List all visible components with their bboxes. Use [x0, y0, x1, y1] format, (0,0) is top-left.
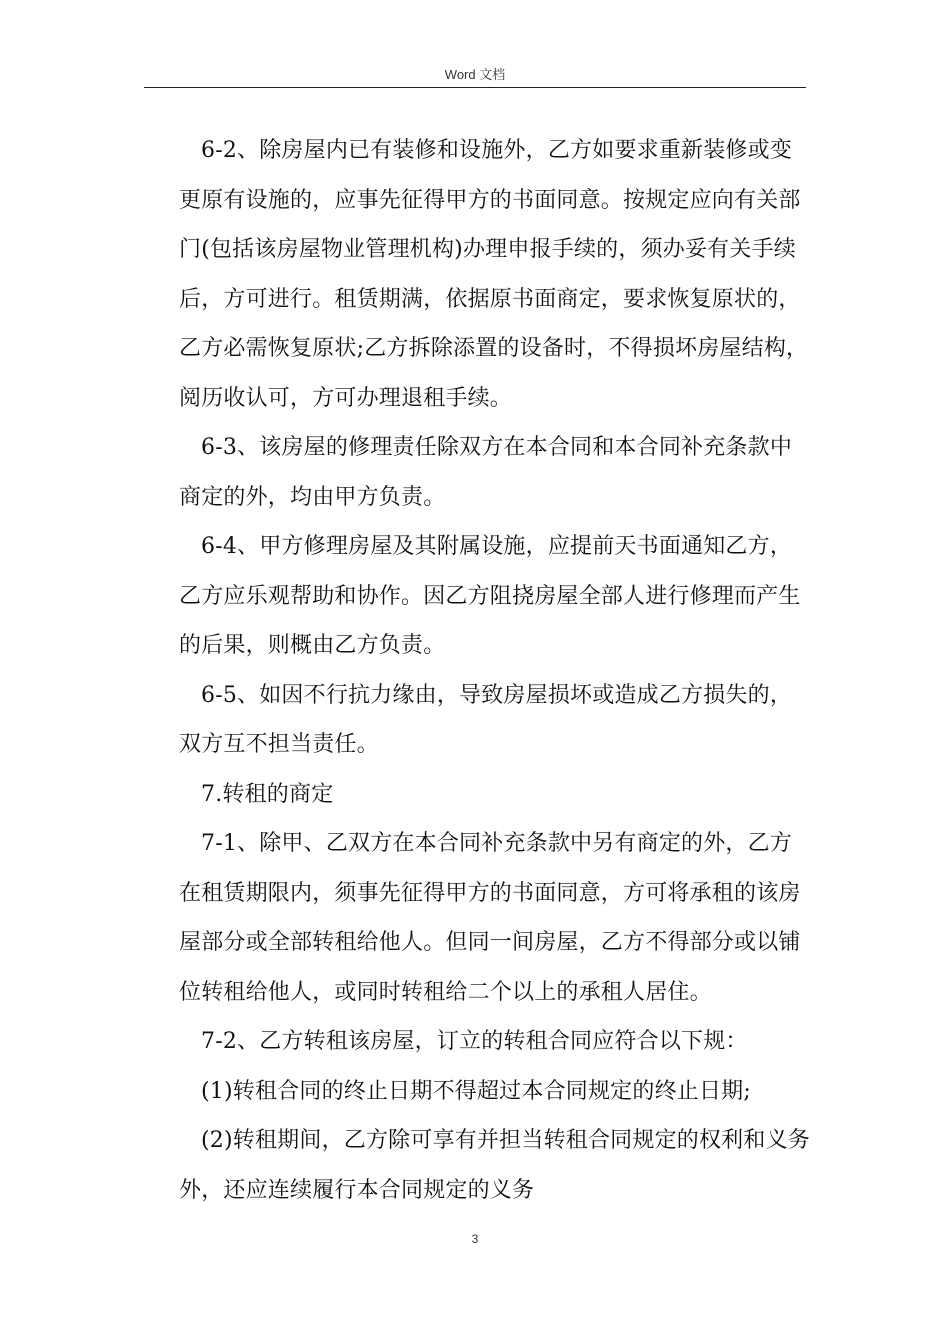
text-line: 6-4、甲方修理房屋及其附属设施，应提前天书面通知乙方，: [201, 534, 793, 559]
text-line: 屋部分或全部转租给他人。但同一间房屋，乙方不得部分或以铺: [179, 930, 801, 955]
text-line: 乙方必需恢复原状;乙方拆除添置的设备时，不得损坏房屋结构，: [179, 336, 809, 361]
text-line: 商定的外，均由甲方负责。: [179, 484, 446, 510]
document-body: [179, 126, 809, 1215]
text-line: 7-1、除甲、乙双方在本合同补充条款中另有商定的外，乙方: [201, 831, 793, 856]
text-line: 6-3、该房屋的修理责任除双方在本合同和本合同补充条款中: [201, 435, 793, 460]
page-header: Word 文档: [444, 67, 506, 82]
text-line: 双方互不担当责任。: [179, 732, 379, 757]
text-line: 门(包括该房屋物业管理机构)办理申报手续的，须办妥有关手续: [179, 237, 796, 262]
text-line: 7.转租的商定: [201, 781, 334, 807]
text-line: 阅历收认可，方可办理退租手续。: [179, 385, 513, 411]
header-divider: [144, 87, 806, 88]
text-line: 更原有设施的，应事先征得甲方的书面同意。按规定应向有关部: [179, 187, 801, 213]
text-line: 6-5、如因不行抗力缘由，导致房屋损坏或造成乙方损失的，: [201, 682, 793, 708]
text-line: 7-2、乙方转租该房屋，订立的转租合同应符合以下规：: [201, 1029, 748, 1054]
text-line: (2)转租期间，乙方除可享有并担当转租合同规定的权利和义务: [201, 1128, 810, 1153]
text-line: 的后果，则概由乙方负责。: [179, 633, 446, 658]
text-line: 位转租给他人，或同时转租给二个以上的承租人居住。: [179, 979, 712, 1005]
page-number: 3: [471, 1232, 479, 1246]
text-line: (1)转租合同的终止日期不得超过本合同规定的终止日期;: [201, 1078, 751, 1104]
text-line: 外，还应连续履行本合同规定的义务: [179, 1177, 535, 1203]
text-line: 6-2、除房屋内已有装修和设施外，乙方如要求重新装修或变: [201, 138, 793, 163]
text-line: 在租赁期限内，须事先征得甲方的书面同意，方可将承租的该房: [179, 880, 801, 906]
text-line: 乙方应乐观帮助和协作。因乙方阻挠房屋全部人进行修理而产生: [179, 583, 801, 609]
text-line: 后，方可进行。租赁期满，依据原书面商定，要求恢复原状的，: [179, 286, 801, 312]
